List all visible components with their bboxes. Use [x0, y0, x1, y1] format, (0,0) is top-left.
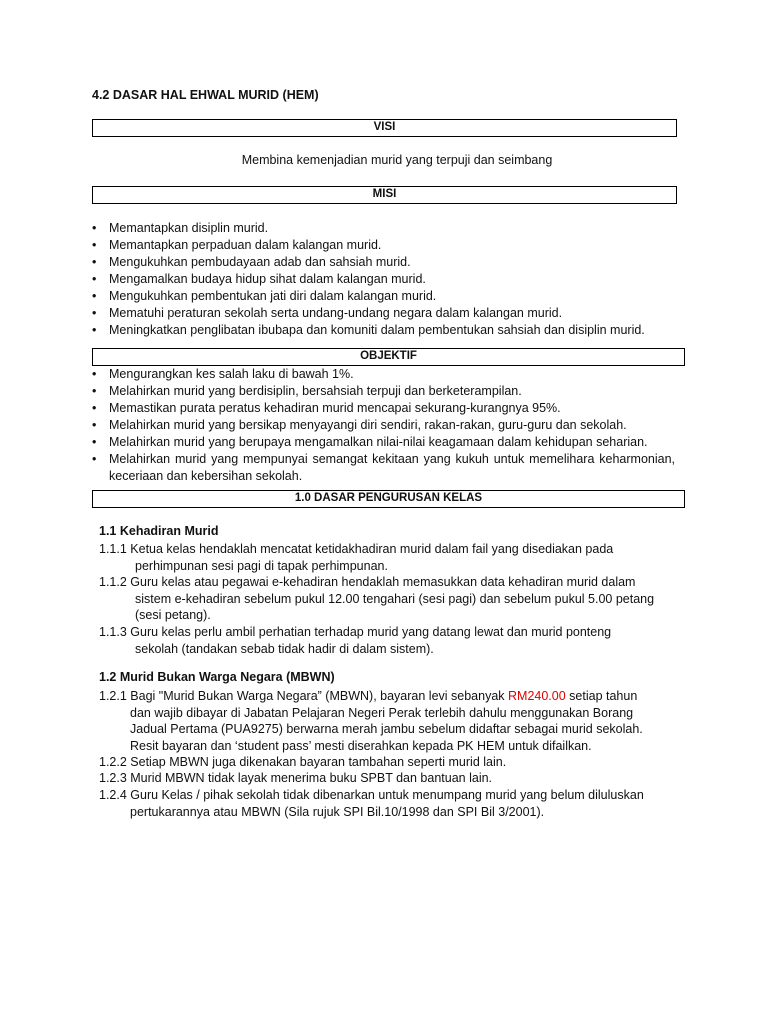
clause-number: 1.1.1 [99, 542, 127, 556]
clause-text: dan wajib dibayar di Jabatan Pelajaran Negeri Perak terlebih dahulu menggunakan Borang [130, 705, 634, 720]
levy-amount: RM240.00 [508, 689, 566, 703]
clause-1-2-1 [99, 688, 709, 754]
misi-item: • Mengamalkan budaya hidup sihat dalam kalangan murid. [92, 271, 692, 288]
clause-1-2-2: 1.2.2 Setiap MBWN juga dikenakan bayaran tambahan seperti murid lain. [99, 755, 507, 769]
visi-statement: Membina kemenjadian murid yang terpuji dan seimbang [241, 153, 553, 167]
clause-text: 1.2.1 Bagi "Murid Bukan Warga Negara” (MBWN), bayaran levi sebanyak [99, 689, 509, 703]
misi-list [92, 220, 692, 339]
objektif-header-box [92, 348, 685, 366]
clause-1-2-3: 1.2.3 Murid MBWN tidak layak menerima buku SPBT dan bantuan lain. [99, 771, 493, 785]
clause-text: Guru kelas atau pegawai e-kehadiran hendaklah memasukkan data kehadiran murid dalam [130, 575, 636, 589]
objektif-item: • Melahirkan murid yang mempunyai semangat kekitaan yang kukuh untuk memelihara keharmonian, keceriaan dan kebersihan sekolah. [92, 451, 675, 485]
clause-1-1-1 [99, 541, 699, 574]
objektif-item: • Melahirkan murid yang berdisiplin, bersahsiah terpuji dan berketerampilan. [92, 383, 675, 400]
clause-text: pertukarannya atau MBWN (Sila rujuk SPI Bil.10/1998 dan SPI Bil 3/2001). [130, 804, 545, 819]
objektif-item: • Melahirkan murid yang bersikap menyayangi diri sendiri, rakan-rakan, guru-guru dan sekolah. [92, 417, 675, 434]
clause-number: 1.1.2 [99, 575, 127, 589]
clause-text: 1.2.4 Guru Kelas / pihak sekolah tidak dibenarkan untuk menumpang murid yang belum diluluskan [99, 788, 644, 802]
clause-text: Ketua kelas hendaklah mencatat ketidakhadiran murid dalam fail yang disediakan pada [130, 542, 614, 556]
objektif-item: • Mengurangkan kes salah laku di bawah 1%. [92, 366, 675, 383]
misi-item: • Meningkatkan penglibatan ibubapa dan komuniti dalam pembentukan sahsiah dan disiplin murid. [92, 322, 692, 339]
clause-text: (sesi petang). [135, 608, 211, 622]
dasar-header-box [92, 490, 685, 508]
misi-item: • Memantapkan perpaduan dalam kalangan murid. [92, 237, 692, 254]
document-title: 4.2 DASAR HAL EHWAL MURID (HEM) [92, 88, 319, 102]
clause-1-1-2 [99, 574, 709, 624]
misi-item: • Memantapkan disiplin murid. [92, 220, 692, 237]
objektif-item: • Memastikan purata peratus kehadiran murid mencapai sekurang-kurangnya 95%. [92, 400, 675, 417]
clause-text: Resit bayaran dan ‘student pass’ mesti diserahkan kepada PK HEM untuk difailkan. [130, 738, 592, 753]
objektif-list [92, 366, 675, 485]
clause-1-2-4 [99, 787, 709, 820]
visi-header-box [92, 119, 677, 137]
visi-heading: VISI [373, 121, 396, 133]
dasar-heading: 1.0 DASAR PENGURUSAN KELAS [294, 492, 483, 504]
misi-heading: MISI [372, 188, 397, 200]
objektif-item: • Melahirkan murid yang berupaya mengamalkan nilai-nilai keagamaan dalam kehidupan seharian. [92, 434, 675, 451]
misi-header-box [92, 186, 677, 204]
misi-item: • Mematuhi peraturan sekolah serta undang-undang negara dalam kalangan murid. [92, 305, 692, 322]
misi-item: • Mengukuhkan pembudayaan adab dan sahsiah murid. [92, 254, 692, 271]
clause-text: sistem e-kehadiran sebelum pukul 12.00 tengahari (sesi pagi) dan sebelum pukul 5.00 petang [135, 591, 655, 606]
clause-text: Jadual Pertama (PUA9275) berwarna merah jambu sebelum didaftar sebagai murid sekolah. [130, 722, 643, 736]
section-kehadiran-murid: 1.1 Kehadiran Murid [99, 524, 219, 538]
objektif-heading: OBJEKTIF [360, 350, 417, 362]
clause-1-1-3 [99, 624, 699, 657]
clause-text: setiap tahun [565, 689, 638, 703]
misi-item: • Mengukuhkan pembentukan jati diri dalam kalangan murid. [92, 288, 692, 305]
clause-text: sekolah (tandakan sebab tidak hadir di dalam sistem). [135, 641, 434, 656]
section-mbwn: 1.2 Murid Bukan Warga Negara (MBWN) [99, 670, 335, 684]
clause-text: 1.1.3 Guru kelas perlu ambil perhatian terhadap murid yang datang lewat dan murid ponteng [99, 625, 612, 639]
clause-text: perhimpunan sesi pagi di tapak perhimpunan. [135, 558, 388, 573]
